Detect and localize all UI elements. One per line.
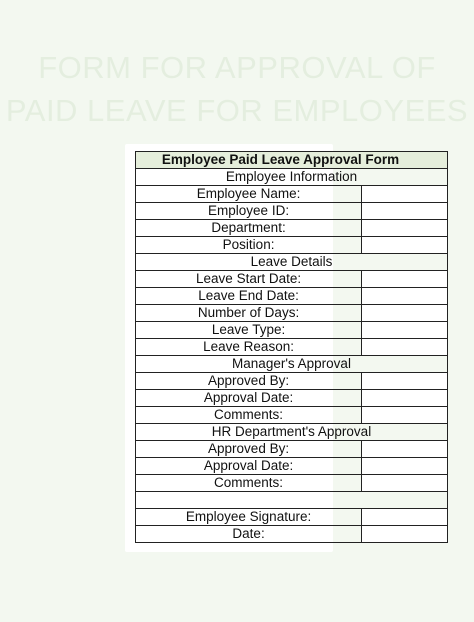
leave-start-date-field[interactable]	[362, 271, 448, 288]
manager-approved-by-label: Approved By:	[136, 373, 362, 390]
leave-end-date-field[interactable]	[362, 288, 448, 305]
number-of-days-field[interactable]	[362, 305, 448, 322]
position-field[interactable]	[362, 237, 448, 254]
employee-id-label: Employee ID:	[136, 203, 362, 220]
leave-end-date-label: Leave End Date:	[136, 288, 362, 305]
section-managers-approval: Manager's Approval	[136, 356, 448, 373]
field-row	[136, 475, 448, 492]
section-row	[136, 424, 448, 441]
page-heading	[0, 46, 474, 132]
leave-approval-form-table	[135, 151, 448, 543]
spacer-row	[136, 492, 448, 509]
hr-comments-field[interactable]	[362, 475, 448, 492]
section-employee-information: Employee Information	[136, 169, 448, 186]
heading-line-2: PAID LEAVE FOR EMPLOYEES	[5, 93, 469, 128]
employee-signature-label: Employee Signature:	[136, 509, 362, 526]
manager-approval-date-field[interactable]	[362, 390, 448, 407]
date-field[interactable]	[362, 526, 448, 543]
field-row	[136, 203, 448, 220]
field-row	[136, 322, 448, 339]
date-label: Date:	[136, 526, 362, 543]
field-row	[136, 373, 448, 390]
field-row	[136, 237, 448, 254]
department-field[interactable]	[362, 220, 448, 237]
hr-approval-date-field[interactable]	[362, 458, 448, 475]
field-row	[136, 458, 448, 475]
leave-type-field[interactable]	[362, 322, 448, 339]
field-row	[136, 305, 448, 322]
manager-approval-date-label: Approval Date:	[136, 390, 362, 407]
manager-comments-field[interactable]	[362, 407, 448, 424]
field-row	[136, 339, 448, 356]
leave-reason-field[interactable]	[362, 339, 448, 356]
field-row	[136, 288, 448, 305]
leave-reason-label: Leave Reason:	[136, 339, 362, 356]
position-label: Position:	[136, 237, 362, 254]
section-row	[136, 356, 448, 373]
section-row	[136, 169, 448, 186]
hr-approved-by-field[interactable]	[362, 441, 448, 458]
leave-type-label: Leave Type:	[136, 322, 362, 339]
field-row	[136, 186, 448, 203]
hr-approved-by-label: Approved By:	[136, 441, 362, 458]
field-row	[136, 526, 448, 543]
form-title-row	[136, 152, 448, 169]
manager-comments-label: Comments:	[136, 407, 362, 424]
hr-approval-date-label: Approval Date:	[136, 458, 362, 475]
blank-spacer-cell	[136, 492, 448, 509]
section-hr-approval: HR Department's Approval	[136, 424, 448, 441]
hr-comments-label: Comments:	[136, 475, 362, 492]
number-of-days-label: Number of Days:	[136, 305, 362, 322]
form-title: Employee Paid Leave Approval Form	[136, 152, 448, 169]
section-row	[136, 254, 448, 271]
field-row	[136, 441, 448, 458]
field-row	[136, 390, 448, 407]
employee-id-field[interactable]	[362, 203, 448, 220]
employee-signature-field[interactable]	[362, 509, 448, 526]
employee-name-label: Employee Name:	[136, 186, 362, 203]
form-sheet	[125, 144, 400, 552]
leave-start-date-label: Leave Start Date:	[136, 271, 362, 288]
section-leave-details: Leave Details	[136, 254, 448, 271]
field-row	[136, 271, 448, 288]
heading-line-1: FORM FOR APPROVAL OF	[38, 50, 436, 85]
manager-approved-by-field[interactable]	[362, 373, 448, 390]
field-row	[136, 407, 448, 424]
department-label: Department:	[136, 220, 362, 237]
employee-name-field[interactable]	[362, 186, 448, 203]
field-row	[136, 509, 448, 526]
field-row	[136, 220, 448, 237]
